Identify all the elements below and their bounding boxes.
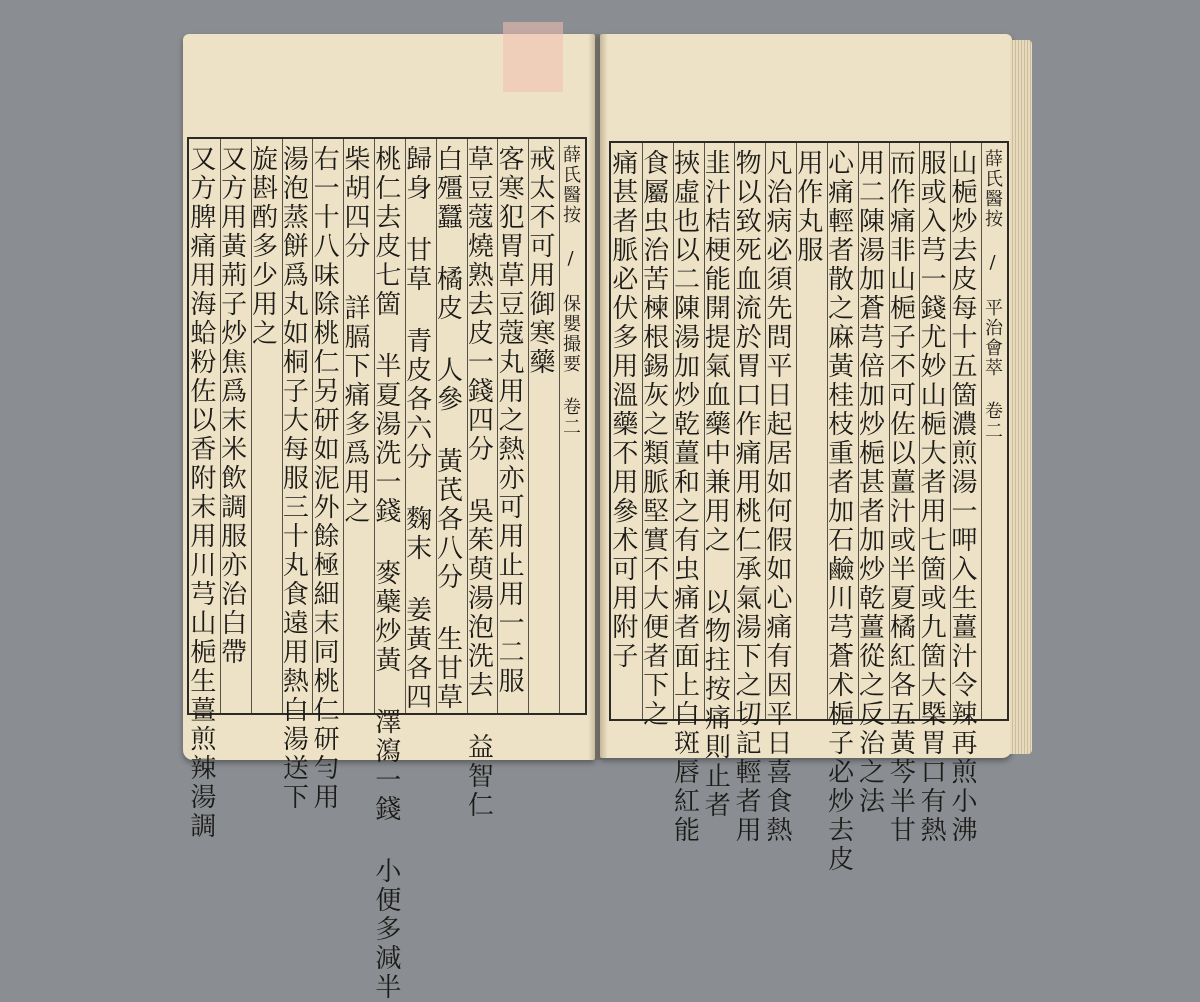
right-page-column-7: 凡治病必須先問平日起居如何假如心痛有因平日喜食熱 [765, 143, 796, 719]
right-page-column-10: 挾虛也以二陳湯加炒乾薑和之有虫痛者面上白斑唇紅能 [673, 143, 704, 719]
left-page-column-9: 湯泡蒸餅爲丸如桐子大每服三十丸食遠用熱白湯送下 [282, 139, 313, 713]
left-page-column-6: 桃仁去皮七箇 半夏湯洗一錢 麥蘗炒黃 澤瀉一錢 小便多減半 [374, 139, 405, 713]
right-text-frame [607, 141, 1009, 874]
left-page-column-4: 白殭蠶 橘皮 人參 黃芪各八分 生甘草 [436, 139, 467, 713]
left-page-column-1: 戒太不可用御寒藥 [528, 139, 559, 713]
left-page-column-10: 旋斟酌多少用之 [251, 139, 282, 713]
left-page-column-12: 又方脾痛用海蛤粉佐以香附末用川芎山梔生薑煎辣湯調 [185, 145, 216, 841]
right-page-column-5: 心痛輕者散之麻黃桂枝重者加石鹼川芎蒼术梔子必炒去皮 [827, 143, 858, 719]
right-page-column-1: 山梔炒去皮每十五箇濃煎湯一呷入生薑汁令辣再煎小沸 [950, 143, 981, 719]
left-text-frame [185, 137, 587, 1002]
left-page-column-2: 客寒犯胃草豆蔻丸用之熱亦可用止用一二服 [497, 139, 528, 713]
right-page-column-3: 而作痛非山梔子不可佐以薑汁或半夏橘紅各五黃芩半甘 [889, 143, 920, 719]
right-page-column-2: 服或入芎一錢尤妙山梔大者用七箇或九箇大槩胃口有熱 [919, 143, 950, 719]
left-page-column-5: 歸身 甘草 青皮各六分 麴末 姜黃各四 [405, 139, 436, 713]
faded-red-seal [503, 22, 563, 92]
right-page-column-9: 韭汁桔梗能開提氣血藥中兼用之 以物拄按痛則止者 [704, 143, 735, 719]
right-page-column-11: 食屬虫治苦楝根錫灰之類脈堅實不大便者下之 [642, 143, 673, 719]
right-page-column-6: 用作丸服 [796, 143, 827, 719]
page-edges [1010, 40, 1032, 754]
right-page-side-label: 薛氏醫按 / 平治會萃 卷二 [981, 143, 1007, 719]
right-page-column-8: 物以致死血流於胃口作痛用桃仁承氣湯下之切記輕者用 [734, 143, 765, 719]
left-page-side-label: 薛氏醫按 / 保嬰撮要 卷二 [559, 139, 585, 713]
right-page-column-12: 痛甚者脈必伏多用溫藥不用參术可用附子 [607, 149, 638, 671]
left-page-column-3: 草豆蔻燒熟去皮一錢四分 吳茱萸湯泡洗去 益智仁 [467, 139, 498, 713]
left-page-column-11: 又方用黃荊子炒焦爲末米飲調服亦治白帶 [220, 139, 251, 713]
left-page-column-8: 右一十八味除桃仁另研如泥外餘極細末同桃仁研勻用 [312, 139, 343, 713]
left-page-column-7: 柴胡四分 詳膈下痛多爲用之 [343, 139, 374, 713]
right-page-column-4: 用二陳湯加蒼芎倍加炒梔甚者加炒乾薑從之反治之法 [858, 143, 889, 719]
